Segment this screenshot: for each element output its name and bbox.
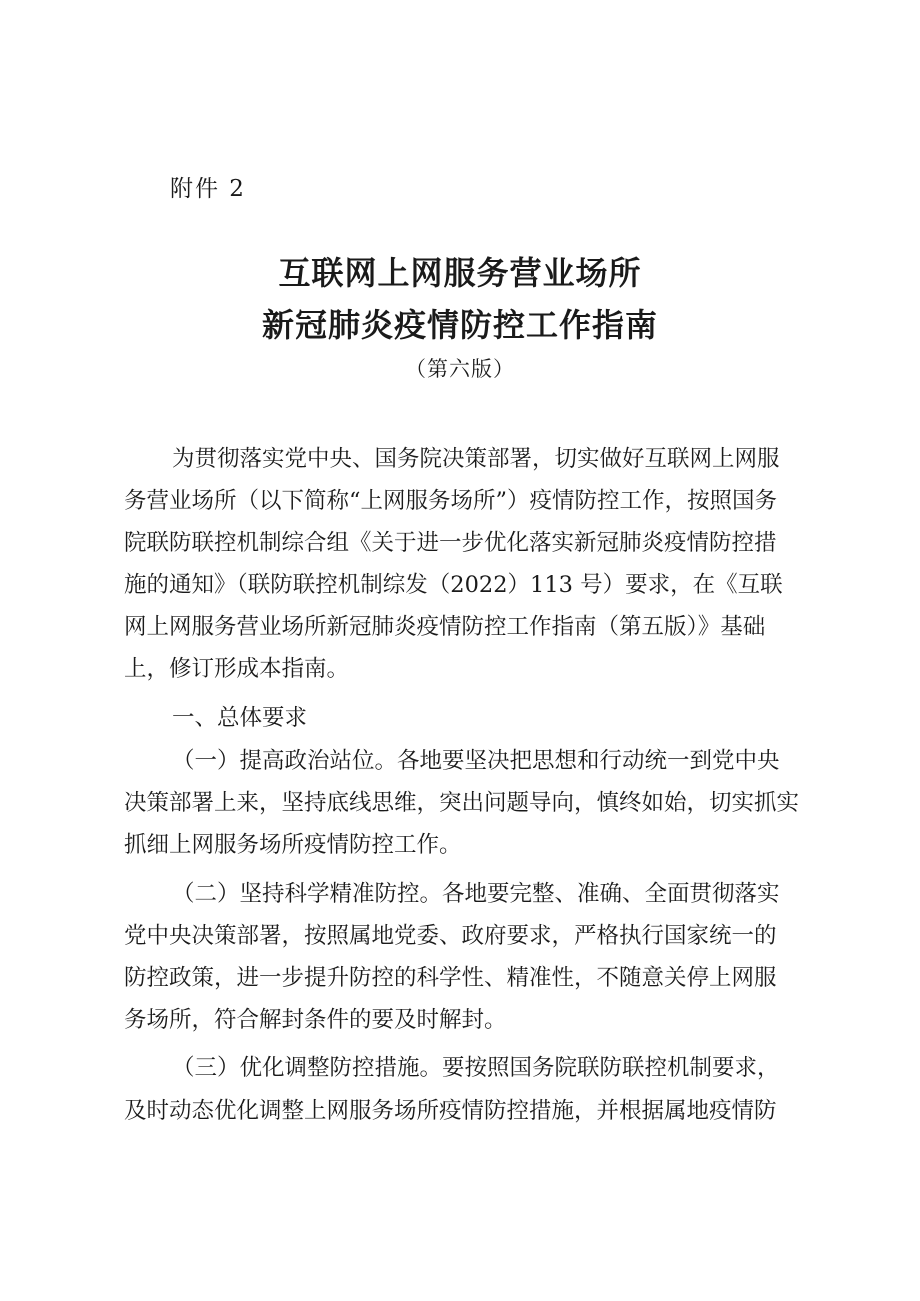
body-line: 上，修订形成本指南。	[124, 656, 350, 682]
document-title-line-2: 新冠肺炎疫情防控工作指南	[261, 306, 658, 344]
body-line: 院联防联控机制综合组《关于进一步优化落实新冠肺炎疫情防控措	[124, 530, 777, 556]
body-line: 抓细上网服务场所疫情防控工作。	[124, 832, 462, 858]
attachment-label: 附件 2	[170, 176, 246, 202]
body-line: 党中央决策部署，按照属地党委、政府要求，严格执行国家统一的	[124, 923, 777, 949]
body-line: （三）优化调整防控措施。要按照国务院联防联控机制要求，	[172, 1055, 780, 1081]
body-line: 网上网服务营业场所新冠肺炎疫情防控工作指南（第五版）》基础	[124, 614, 766, 640]
body-line: 务营业场所（以下简称“上网服务场所”）疫情防控工作，按照国务	[124, 488, 778, 514]
body-line: 施的通知》（联防联控机制综发（2022）113 号）要求，在《互联	[124, 572, 783, 598]
body-line: 及时动态优化调整上网服务场所疫情防控措施，并根据属地疫情防	[124, 1098, 777, 1124]
document-title-line-1: 互联网上网服务营业场所	[278, 254, 642, 292]
body-line: （二）坚持科学精准防控。各地要完整、准确、全面贯彻落实	[172, 881, 780, 907]
body-line: 防控政策，进一步提升防控的科学性、精准性，不随意关停上网服	[124, 965, 777, 991]
body-line: 务场所，符合解封条件的要及时解封。	[124, 1007, 507, 1033]
body-line: 决策部署上来，坚持底线思维，突出问题导向，慎终如始，切实抓实	[124, 790, 800, 816]
body-line: （一）提高政治站位。各地要坚决把思想和行动统一到党中央	[172, 748, 780, 774]
section-heading: 一、总体要求	[172, 705, 308, 731]
body-line: 为贯彻落实党中央、国务院决策部署，切实做好互联网上网服	[172, 446, 780, 472]
edition-label: （第六版）	[405, 357, 515, 381]
